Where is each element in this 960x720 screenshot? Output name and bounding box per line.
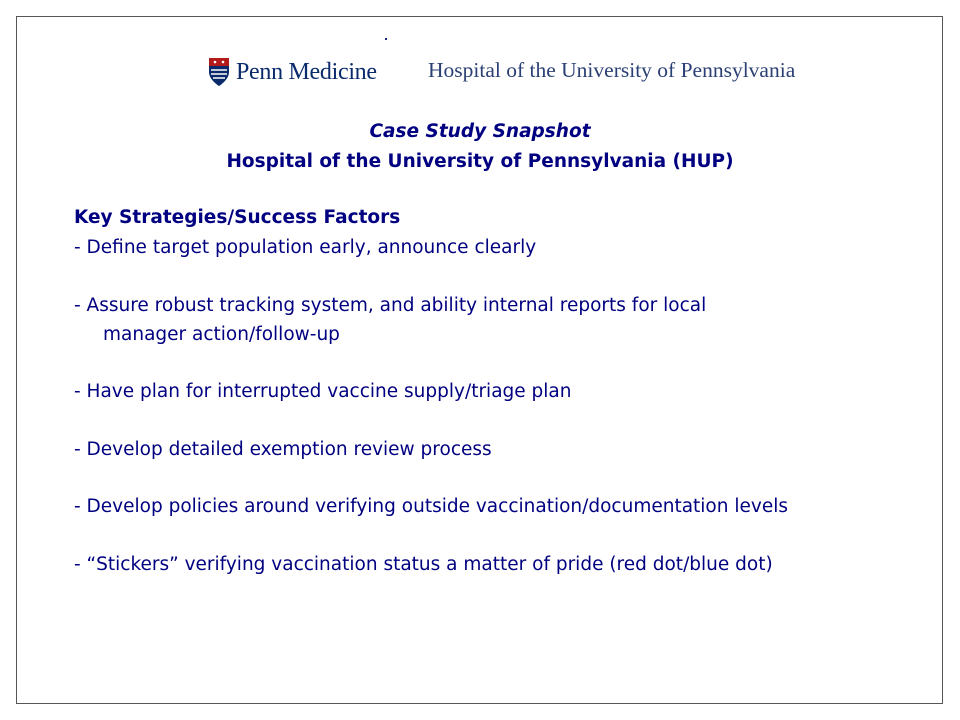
penn-medicine-logo [208, 55, 377, 89]
bullet-text: - Develop detailed exemption review process [74, 439, 492, 460]
slide-frame [16, 16, 943, 704]
section-heading: Key Strategies/Success Factors [74, 207, 401, 228]
bullet-text: - Define target population early, announce clearly [74, 237, 537, 258]
slide-title: Case Study Snapshot [369, 121, 591, 142]
bullet-item [74, 291, 706, 349]
bullet-text: - Assure robust tracking system, and ability internal reports for local [74, 295, 707, 316]
bullet-text: - Develop policies around verifying outside vaccination/documentation levels [74, 496, 788, 517]
bullet-item [74, 233, 536, 262]
slide-subtitle: Hospital of the University of Pennsylvania (HUP) [226, 151, 734, 172]
penn-shield-icon [208, 57, 230, 87]
bullet-text: - Have plan for interrupted vaccine supply/triage plan [74, 381, 572, 402]
bullet-item [74, 435, 492, 464]
bullet-item [74, 550, 773, 579]
penn-medicine-wordmark: Penn Medicine [236, 58, 377, 85]
bullet-text: - “Stickers” verifying vaccination status a matter of pride (red dot/blue dot) [74, 554, 773, 575]
hospital-name-header: Hospital of the University of Pennsylvania [428, 58, 796, 82]
decorative-dot [385, 38, 387, 40]
bullet-text-continuation: manager action/follow-up [103, 324, 340, 345]
bullet-item [74, 492, 788, 521]
bullet-item [74, 377, 572, 406]
